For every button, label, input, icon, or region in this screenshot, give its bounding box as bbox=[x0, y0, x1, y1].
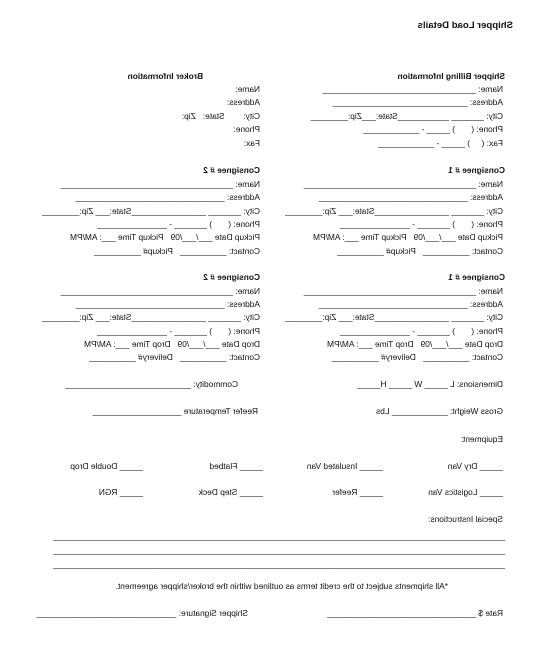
special-instructions-line-1[interactable]: _________________________________________________________________________________________________ bbox=[53, 531, 505, 541]
drop-consignee2-contact-field[interactable]: Contact: __________ Delivery# __________ bbox=[89, 352, 260, 362]
pickup-consignee2-heading: Consignee # 2 bbox=[203, 165, 260, 175]
special-instructions-label: Special Instructions: bbox=[428, 514, 503, 524]
credit-terms-note: *All shipments subject to the credit terms as outlined within the broker/shipper agreement. bbox=[115, 581, 448, 591]
billing-address-field[interactable]: Address: _____________________________ bbox=[332, 97, 503, 107]
pickup-consignee1-date-field[interactable]: Pickup Date ___/___/09 Pickup Time ___: AM/PM bbox=[313, 232, 503, 242]
drop-consignee1-name-field[interactable]: Name: _____________________________________ bbox=[303, 286, 503, 296]
drop-consignee1-phone-field[interactable]: Phone: ( ) _______ - _______________ bbox=[340, 326, 503, 336]
shipper-signature-field[interactable]: Shipper Signature: ______________________________ bbox=[36, 608, 248, 618]
pickup-consignee1-phone-field[interactable]: Phone: ( ) _______ - _______________ bbox=[340, 219, 503, 229]
broker-city-label: City: State: Zip: bbox=[181, 111, 260, 121]
special-instructions-line-2[interactable]: _________________________________________________________________________________________________ bbox=[53, 545, 505, 555]
drop-consignee2-city-field[interactable]: City: _______ ________________State:___ Zip:________ bbox=[42, 312, 260, 322]
pickup-consignee2-name-field[interactable]: Name: _____________________________________ bbox=[60, 179, 260, 189]
equipment-rgn[interactable]: _____ RGN bbox=[98, 487, 143, 497]
pickup-consignee1-name-field[interactable]: Name: _____________________________________ bbox=[303, 179, 503, 189]
equipment-step-deck[interactable]: _____ Step Deck bbox=[198, 487, 263, 497]
billing-fax-field[interactable]: Fax: ( ) _____ - ____________ bbox=[378, 138, 503, 148]
equipment-insulated-van[interactable]: _____ Insulated Van bbox=[306, 461, 383, 471]
commodity-field[interactable]: Commodity: ___________________________ bbox=[65, 379, 238, 389]
pickup-consignee2-city-field[interactable]: City: _______ ________________State:___ Zip:________ bbox=[42, 206, 260, 216]
gross-weight-field[interactable]: Gross Weight: ____________ Lbs bbox=[376, 406, 503, 416]
drop-consignee1-date-field[interactable]: Drop Date ___/___/09 Drop Time ___: AM/PM bbox=[327, 339, 503, 349]
broker-heading: Broker Information bbox=[127, 71, 203, 81]
pickup-consignee1-heading: Consignee # 1 bbox=[448, 165, 505, 175]
drop-consignee2-date-field[interactable]: Drop Date ___/___/09 Drop Time ___: AM/PM bbox=[84, 339, 260, 349]
pickup-consignee2-contact-field[interactable]: Contact: __________ Pickup# __________ bbox=[94, 246, 260, 256]
rate-field[interactable]: Rate $ ________________________________ bbox=[326, 608, 503, 618]
drop-consignee1-city-field[interactable]: City: _______ ________________State:___ Zip:________ bbox=[285, 312, 503, 322]
pickup-consignee2-date-field[interactable]: Pickup Date ___/___/09 Pickup Time ___: AM/PM bbox=[70, 232, 260, 242]
equipment-flatbed[interactable]: _____ Flatbed bbox=[209, 461, 263, 471]
pickup-consignee2-address-field[interactable]: Address: ________________________________ bbox=[75, 192, 260, 202]
drop-consignee1-contact-field[interactable]: Contact: __________ Delivery# __________ bbox=[332, 352, 503, 362]
billing-city-field[interactable]: City: _______ ___________State:___Zip:________ bbox=[310, 111, 503, 121]
broker-phone-label: Phone: bbox=[233, 124, 260, 134]
pickup-consignee1-contact-field[interactable]: Contact: __________ Pickup# __________ bbox=[337, 246, 503, 256]
billing-heading: Shipper Billing Information bbox=[397, 71, 505, 81]
pickup-consignee2-phone-field[interactable]: Phone: ( ) _______ - _______________ bbox=[97, 219, 260, 229]
reefer-temperature-field[interactable]: Reefer Temperature ___________________ bbox=[92, 406, 258, 416]
equipment-double-drop[interactable]: _____ Double Drop bbox=[70, 461, 143, 471]
equipment-label: Equipment: bbox=[460, 434, 503, 444]
billing-phone-field[interactable]: Phone: ( ) _____ - ____________ bbox=[363, 124, 503, 134]
broker-address-label: Address: bbox=[226, 97, 260, 107]
broker-name-label: Name: bbox=[235, 84, 260, 94]
special-instructions-line-3[interactable]: _________________________________________________________________________________________________ bbox=[53, 559, 505, 569]
form-title: Shipper Load Details bbox=[417, 20, 513, 31]
drop-consignee2-phone-field[interactable]: Phone: ( ) _______ - _______________ bbox=[97, 326, 260, 336]
equipment-dry-van[interactable]: _____ Dry Van bbox=[447, 461, 503, 471]
pickup-consignee1-address-field[interactable]: Address: ________________________________ bbox=[318, 192, 503, 202]
drop-consignee1-heading: Consignee # 1 bbox=[448, 272, 505, 282]
equipment-reefer[interactable]: _____ Reefer bbox=[332, 487, 383, 497]
drop-consignee2-heading: Consignee # 2 bbox=[203, 272, 260, 282]
billing-name-field[interactable]: Name: _________________________________ bbox=[322, 84, 503, 94]
drop-consignee2-address-field[interactable]: Address: ________________________________ bbox=[75, 299, 260, 309]
drop-consignee1-address-field[interactable]: Address: ________________________________ bbox=[318, 299, 503, 309]
dimensions-field[interactable]: Dimensions: L _____ W _____ H_____ bbox=[357, 379, 503, 389]
drop-consignee2-name-field[interactable]: Name: _____________________________________ bbox=[60, 286, 260, 296]
broker-fax-label: Fax: bbox=[243, 138, 260, 148]
equipment-logistics-van[interactable]: _____ Logistics Van bbox=[428, 487, 503, 497]
pickup-consignee1-city-field[interactable]: City: _______ ________________State:___ Zip:________ bbox=[285, 206, 503, 216]
